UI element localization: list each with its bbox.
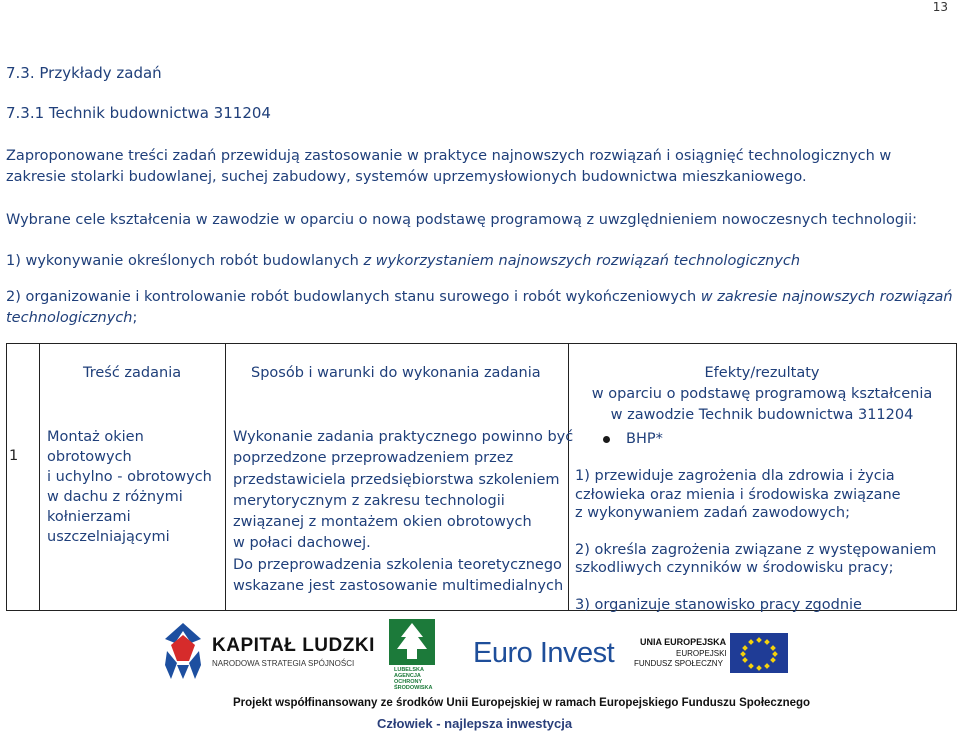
kapital-title: KAPITAŁ LUDZKI [212, 635, 375, 656]
header-effects-line3: w zawodzie Technik budownictwa 311204 [610, 407, 914, 423]
header-effects-line2: w oparciu o podstawę programową kształcenia [591, 386, 933, 402]
subsection-title: 7.3.1 Technik budownictwa 311204 [6, 104, 271, 122]
row-number: 1 [9, 448, 19, 464]
content-line: kołnierzami [47, 509, 131, 525]
effects-line [575, 523, 936, 541]
goal-1-text: 1) wykonywanie określonych robót budowlanych [6, 253, 359, 269]
method-line: merytorycznym z zakresu technologii [233, 492, 505, 509]
eu-subtitle-1: EUROPEJSKI [676, 649, 727, 658]
method-line: Wykonanie zadania praktycznego powinno być [233, 429, 574, 445]
tree-icon [389, 619, 435, 665]
bullet-icon [603, 436, 610, 443]
content-line: Montaż okien [47, 429, 144, 445]
goal-2 [6, 287, 954, 329]
project-note: Projekt współfinansowany ze środków Unii Europejskiej w ramach Europejskiego Funduszu Społecznego [233, 697, 811, 709]
agency-text [394, 667, 433, 691]
effects-line: 1) przewiduje zagrożenia dla zdrowia i życia [575, 468, 895, 484]
goal-2-text: 2) organizowanie i kontrolowanie robót budowlanych stanu surowego i robót wykończeniowych [6, 289, 697, 305]
effects-line: szkodliwych czynników w środowisku pracy; [575, 560, 894, 577]
footer [0, 615, 960, 734]
header-effects [568, 363, 956, 426]
goals-intro: Wybrane cele kształcenia w zawodzie w oparciu o nową podstawę programową z uwzględnieniem nowoczesnych technologii: [6, 212, 918, 228]
agency-line: AGENCJA [394, 673, 421, 679]
content-line: i uchylno - obrotowych [47, 469, 212, 485]
method-line: poprzedzone przeprowadzeniem przez [233, 450, 514, 467]
method-line: wskazane jest zastosowanie multimedialnych [233, 578, 564, 595]
agency-line: ŚRODOWISKA [394, 685, 433, 691]
header-effects-title: Efekty/rezultaty [704, 365, 820, 381]
effects-line: 2) określa zagrożenia związane z występowaniem [575, 541, 937, 558]
content-line: obrotowych [47, 449, 132, 465]
goal-2-italic: w zakresie najnowszych rozwiązań technologicznych [6, 289, 953, 326]
effects-line: 3) organizuje stanowisko pracy zgodnie [575, 596, 862, 613]
goal-1 [6, 251, 954, 272]
method-line: w połaci dachowej. [233, 535, 371, 552]
eu-title: UNIA EUROPEJSKA [640, 637, 727, 647]
effects-bullet-text: BHP* [626, 431, 663, 447]
effects-bullet [603, 429, 663, 449]
effects-line [575, 578, 936, 596]
content-line: w dachu z różnymi [47, 489, 183, 505]
slogan: Człowiek - najlepsza inwestycja [377, 716, 573, 731]
task-table [6, 343, 957, 611]
agency-line: LUBELSKA [394, 667, 424, 673]
page-number: 13 [932, 0, 948, 14]
header-method: Sposób i warunki do wykonania zadania [251, 365, 541, 381]
eu-subtitle-2: FUNDUSZ SPOŁECZNY [634, 659, 723, 668]
section-title: 7.3. Przykłady zadań [6, 64, 162, 82]
task-content [47, 427, 212, 547]
header-content: Treść zadania [83, 365, 182, 381]
intro-paragraph: Zaproponowane treści zadań przewidują zastosowanie w praktyce najnowszych rozwiązań i osiągnięć technologicznych w zakresie stolarki budowlanej, suchej zabudowy, systemów uprzemysłowionych budownictwa mieszkaniowego. [6, 148, 892, 185]
task-effects [575, 467, 936, 615]
task-method [233, 427, 573, 597]
effects-line: z wykonywaniem zadań zawodowych; [575, 505, 850, 522]
effects-line: człowieka oraz mienia i środowiska związane [575, 486, 901, 503]
eu-flag-icon [730, 633, 788, 673]
euroinvest-logo: Euro Invest [473, 637, 615, 669]
method-line: związanej z montażem okien obrotowych [233, 514, 532, 531]
method-line: Do przeprowadzenia szkolenia teoretycznego [233, 556, 562, 573]
content-line: uszczelniającymi [47, 529, 170, 545]
kapital-subtitle: NARODOWA STRATEGIA SPÓJNOŚCI [212, 659, 355, 668]
method-line: przedstawiciela przedsiębiorstwa szkoleniem [233, 471, 560, 488]
goal-2-end: ; [132, 310, 138, 326]
kapital-ludzki-logo-icon [163, 621, 203, 681]
agency-line: OCHRONY [394, 679, 423, 685]
goal-1-italic: z wykorzystaniem najnowszych rozwiązań technologicznych [363, 253, 801, 269]
